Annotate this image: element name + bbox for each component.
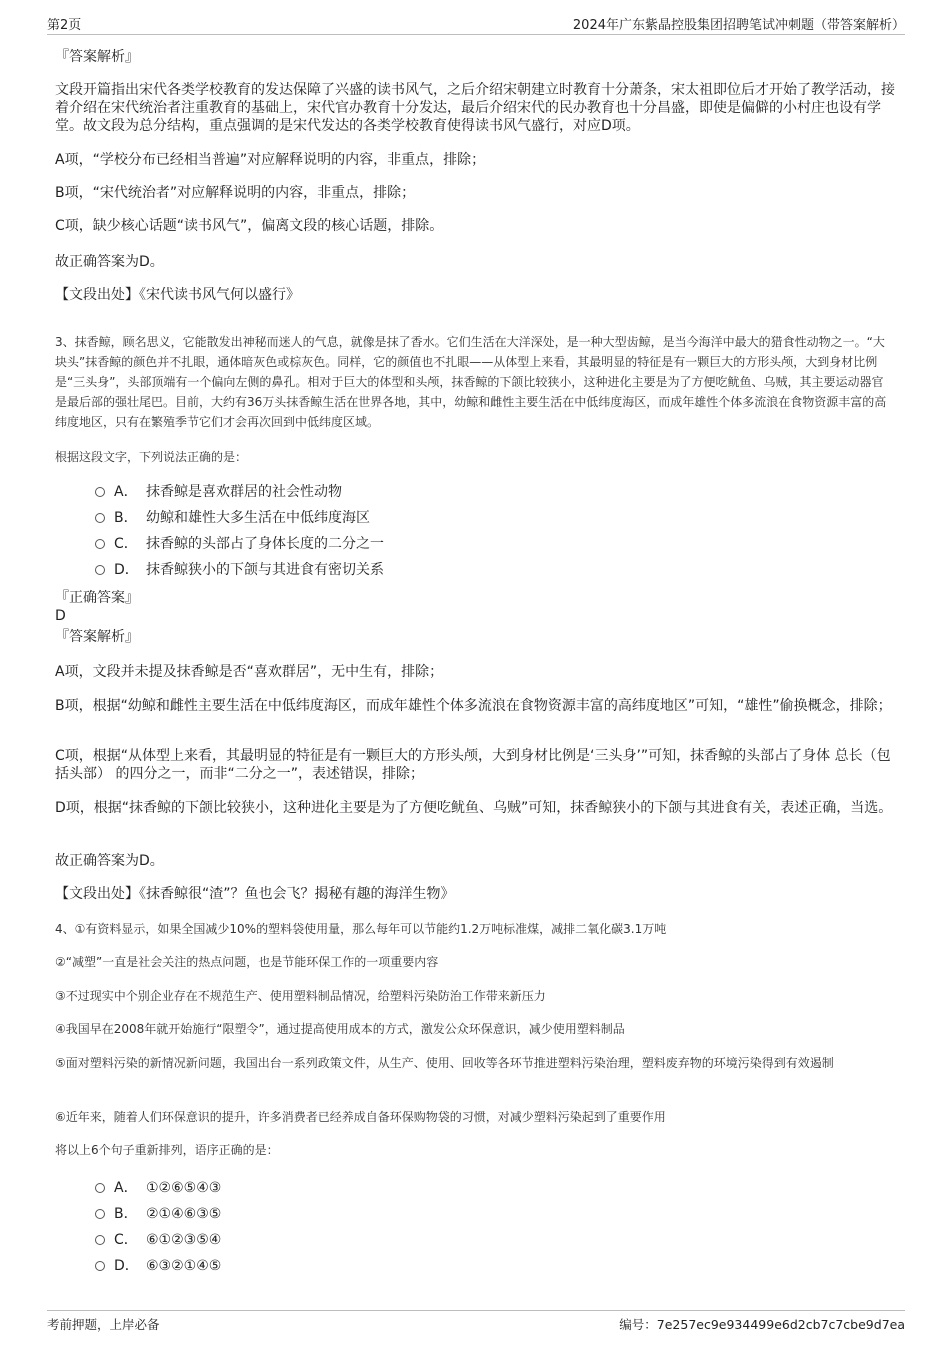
q3-option-a[interactable]: A． 抹香鲸是喜欢群居的社会性动物 [95, 483, 342, 501]
q4-sentence-6: ⑥近年来，随着人们环保意识的提升，许多消费者已经养成自备环保购物袋的习惯，对减少塑料污染起到了重要作用 [55, 1110, 666, 1124]
q4-sentence-1: 4、①有资料显示，如果全国减少10%的塑料袋使用量，那么每年可以节能约1.2万吨标准煤，减排二氧化碳3.1万吨 [55, 922, 667, 936]
q3-answer: D [55, 608, 66, 624]
radio-icon[interactable] [95, 513, 105, 523]
q4-sentence-2: ②“减塑”一直是社会关注的热点问题，也是节能环保工作的一项重要内容 [55, 955, 439, 969]
radio-icon[interactable] [95, 1183, 105, 1193]
q4-sentence-3: ③不过现实中个别企业存在不规范生产、使用塑料制品情况，给塑料污染防治工作带来新压力 [55, 989, 546, 1003]
q2-analysis-b: B项，“宋代统治者”对应解释说明的内容，非重点，排除； [55, 185, 416, 201]
q3-prompt: 根据这段文字，下列说法正确的是： [55, 450, 248, 464]
q3-option-b[interactable]: B． 幼鲸和雄性大多生活在中低纬度海区 [95, 509, 370, 527]
q3-source: 【文段出处】《抹香鲸很“渣”？鱼也会飞？揭秘有趣的海洋生物》 [55, 886, 455, 902]
q2-source: 【文段出处】《宋代读书风气何以盛行》 [55, 287, 300, 303]
q2-analysis-c: C项，缺少核心话题“读书风气”，偏离文段的核心话题，排除。 [55, 218, 444, 234]
radio-icon[interactable] [95, 539, 105, 549]
q2-analysis-title: 『答案解析』 [55, 49, 139, 65]
q4-option-c[interactable]: C． ⑥①②③⑤④ [95, 1231, 221, 1249]
radio-icon[interactable] [95, 1261, 105, 1271]
q4-prompt: 将以上6个句子重新排列，语序正确的是： [55, 1143, 279, 1157]
footer-slogan: 考前押题，上岸必备 [47, 1317, 160, 1332]
q3-analysis-b: B项，根据“幼鲸和雌性主要生活在中低纬度海区，而成年雄性个体多流浪在食物资源丰富的高纬度地区”可知，“雄性”偷换概念，排除； [55, 698, 892, 714]
radio-icon[interactable] [95, 1209, 105, 1219]
page-footer [47, 1310, 905, 1333]
footer-doc-id: 编号：7e257ec9e934499e6d2cb7c7cbe9d7ea [619, 1317, 905, 1332]
radio-icon[interactable] [95, 565, 105, 575]
page-number: 第2页 [47, 18, 82, 33]
q4-option-a[interactable]: A． ①②⑥⑤④③ [95, 1179, 221, 1197]
q4-sentence-5: ⑤面对塑料污染的新情况新问题，我国出台一系列政策文件，从生产、使用、回收等各环节推进塑料污染治理，塑料废弃物的环境污染得到有效遏制 [55, 1056, 834, 1070]
q4-sentence-4: ④我国早在2008年就开始施行“限塑令”，通过提高使用成本的方式，激发公众环保意识，减少使用塑料制品 [55, 1022, 625, 1036]
q4-option-d[interactable]: D． ⑥③②①④⑤ [95, 1257, 221, 1275]
q2-conclusion: 故正确答案为D。 [55, 254, 164, 270]
q3-analysis-d: D项，根据“抹香鲸的下颌比较狭小，这种进化主要是为了方便吃鱿鱼、乌贼”可知，抹香鲸狭小的下颌与其进食有关，表述正确，当选。 [55, 800, 893, 816]
q3-conclusion: 故正确答案为D。 [55, 853, 164, 869]
q4-option-b[interactable]: B． ②①④⑥③⑤ [95, 1205, 221, 1223]
q3-stem: 3、抹香鲸，顾名思义，它能散发出神秘而迷人的气息，就像是抹了香水。它们生活在大洋深处，是一种大型齿鲸，是当今海洋中最大的猎食性动物之一。“大块头”抹香鲸的颜色并不扎眼，通体暗灰色或棕灰色。同样，它的颜值也不扎眼——从体型上来看，其最明显的特征是有一颗巨大的方形头颅，大到身材比例是“三头身”，头部顶端有一个偏向左侧的鼻孔。相对于巨大的体型和头颅，抹香鲸的下颌比较狭小，这种进化主要是为了方便吃鱿鱼、乌贼，其主要运动器官是最后部的强壮尾巴。目前，大约有36万头抹香鲸生活在世界各地，其中，幼鲸和雌性主要生活在中低纬度海区，而成年雄性个体多流浪在食物资源丰富的高纬度地区，只有在繁殖季节它们才会再次回到中低纬度区域。 [55, 335, 887, 429]
radio-icon[interactable] [95, 1235, 105, 1245]
q3-analysis-c: C项，根据“从体型上来看，其最明显的特征是有一颗巨大的方形头颅，大到身材比例是‘三头身’”可知，抹香鲸的头部占了身体 总长（包括头部） 的四分之一，而非“二分之一”，表述错误，排除； [55, 748, 891, 782]
page-header [47, 14, 905, 35]
radio-icon[interactable] [95, 487, 105, 497]
q3-analysis-title: 『答案解析』 [55, 629, 139, 645]
q2-analysis-body: 文段开篇指出宋代各类学校教育的发达保障了兴盛的读书风气，之后介绍宋朝建立时教育十分萧条，宋太祖即位后才开始了教学活动，接着介绍在宋代统治者注重教育的基础上，宋代官办教育十分发达，最后介绍宋代的民办教育也十分昌盛，即使是偏僻的小村庄也设有学堂。故文段为总分结构，重点强调的是宋代发达的各类学校教育使得读书风气盛行，对应D项。 [55, 82, 895, 134]
q3-option-c[interactable]: C． 抹香鲸的头部占了身体长度的二分之一 [95, 535, 384, 553]
q2-analysis-a: A项，“学校分布已经相当普遍”对应解释说明的内容，非重点，排除； [55, 152, 486, 168]
q3-option-d[interactable]: D． 抹香鲸狭小的下颌与其进食有密切关系 [95, 561, 384, 579]
q3-answer-title: 『正确答案』 [55, 590, 139, 606]
document-title: 2024年广东紫晶控股集团招聘笔试冲刺题（带答案解析） [572, 18, 905, 33]
q3-analysis-a: A项，文段并未提及抹香鲸是否“喜欢群居”，无中生有，排除； [55, 664, 444, 680]
